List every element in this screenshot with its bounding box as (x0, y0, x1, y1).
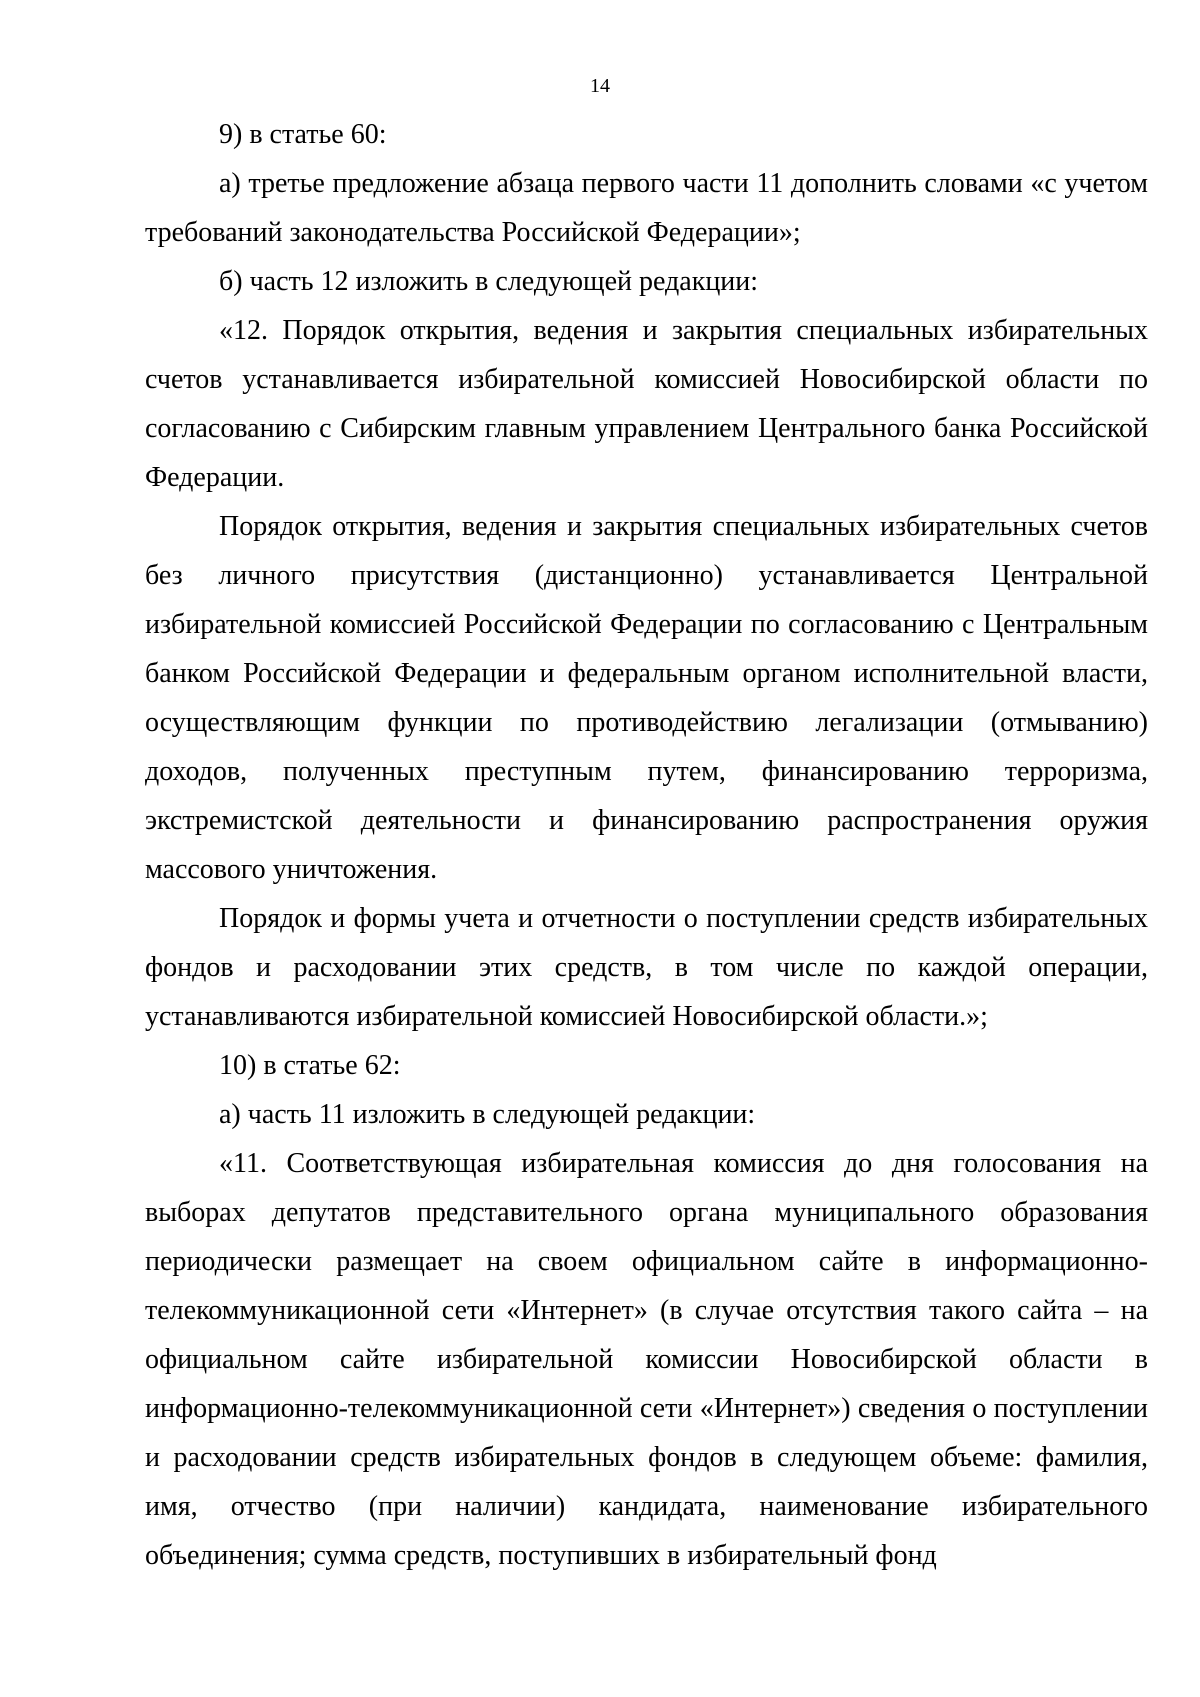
paragraph-article-62-heading: 10) в статье 62: (219, 1050, 401, 1081)
paragraph-item-a-part-11-article-62: а) часть 11 изложить в следующей редакции: (219, 1099, 756, 1130)
paragraph-item-a-part-11: а) третье предложение абзаца первого части 11 дополнить словами «с учетом требований законодательства Российской Федерации»; (145, 168, 1148, 248)
page-number: 14 (590, 75, 610, 97)
paragraph-part-12-text: «12. Порядок открытия, ведения и закрытия специальных избирательных счетов устанавливается избирательной комиссией Новосибирской области по согласованию с Сибирским главным управлением Центрального банка Российской Федерации. (145, 315, 1148, 493)
paragraph-reporting-forms: Порядок и формы учета и отчетности о поступлении средств избирательных фондов и расходовании этих средств, в том числе по каждой операции, устанавливаются избирательной комиссией Новосибирской области.»; (145, 903, 1148, 1032)
paragraph-article-60-heading: 9) в статье 60: (219, 119, 387, 150)
document-body (145, 110, 1148, 1580)
paragraph-part-11-text: «11. Соответствующая избирательная комиссия до дня голосования на выборах депутатов представительного органа муниципального образования периодически размещает на своем официальном сайте в информационно-телекоммуникационной сети «Интернет» (в случае отсутствия такого сайта – на официальном сайте избирательной комиссии Новосибирской области в информационно-телекоммуникационной сети «Интернет») сведения о поступлении и расходовании средств избирательных фондов в следующем объеме: фамилия, имя, отчество (при наличии) кандидата, наименование избирательного объединения; сумма средств, поступивших в избирательный фонд (145, 1148, 1148, 1571)
paragraph-remote-accounts: Порядок открытия, ведения и закрытия специальных избирательных счетов без личного присутствия (дистанционно) устанавливается Центральной избирательной комиссией Российской Федерации по согласованию с Центральным банком Российской Федерации и федеральным органом исполнительной власти, осуществляющим функции по противодействию легализации (отмыванию) доходов, полученных преступным путем, финансированию терроризма, экстремистской деятельности и финансированию распространения оружия массового уничтожения. (145, 511, 1148, 885)
paragraph-item-b-part-12: б) часть 12 изложить в следующей редакции: (219, 266, 759, 297)
